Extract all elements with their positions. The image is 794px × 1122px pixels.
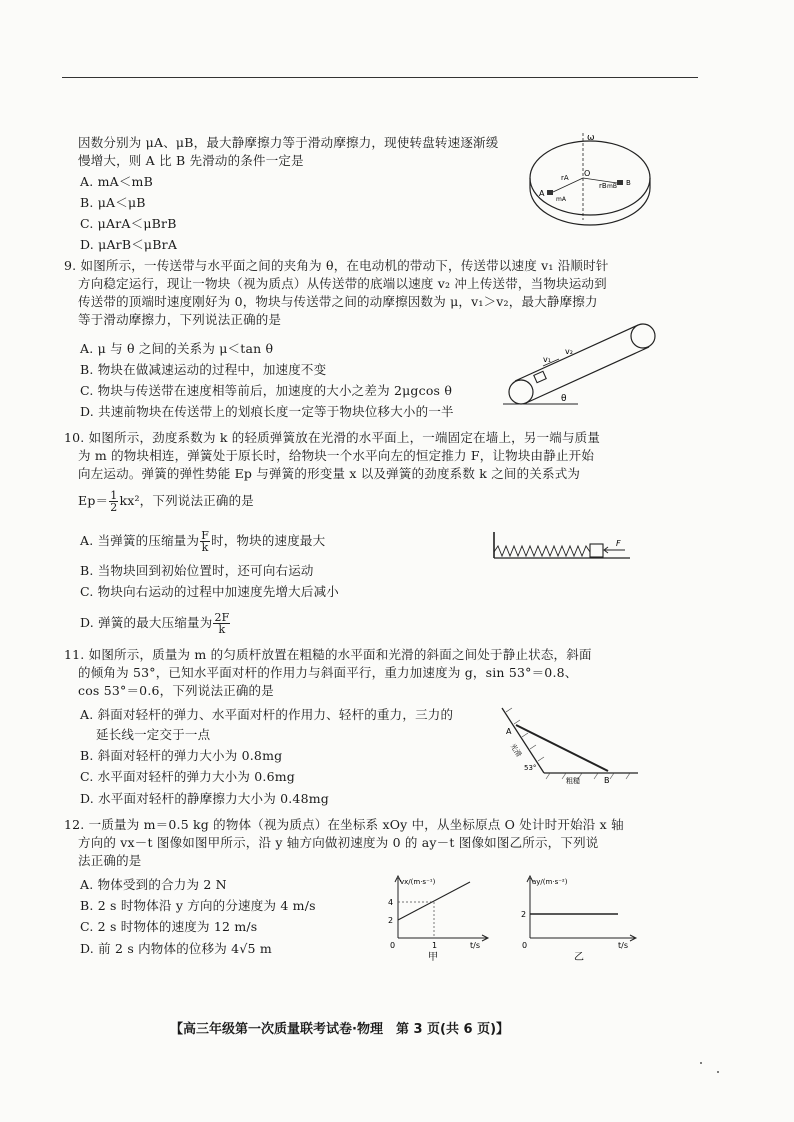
q8-line1: 因数分别为 μA、μB，最大静摩擦力等于滑动摩擦力，现使转盘转速逐渐缓 (78, 135, 499, 150)
f-over-k-fraction: $\frac{F}{k}$ (201, 529, 210, 554)
q9-option-a: A. μ 与 θ 之间的关系为 μ＜tan θ (80, 341, 274, 356)
rough-label: 粗糙 (566, 777, 580, 784)
point-a-label: A (506, 727, 512, 736)
q12-line3: 法正确的是 (78, 853, 142, 868)
jia-tick-x-0: 0 (390, 941, 396, 950)
ma-label: mA (556, 196, 566, 203)
q11-option-b: B. 斜面对轻杆的弹力大小为 0.8mg (80, 748, 283, 763)
q12-option-b: B. 2 s 时物体沿 y 方向的分速度为 4 m/s (80, 898, 316, 913)
q8-option-b: B. μA＜μB (80, 195, 146, 210)
q9-option-d: D. 共速前物块在传送带上的划痕长度一定等于物块位移大小的一半 (80, 404, 454, 419)
q11-line3: cos 53°＝0.6，下列说法正确的是 (78, 683, 274, 698)
yi-caption: 乙 (574, 952, 584, 963)
jia-x-axis-label: t/s (470, 941, 480, 950)
q10-line3: 向左运动。弹簧的弹性势能 Ep 与弹簧的形变量 x 以及弹簧的劲度系数 k 之间的关系式为 (78, 466, 581, 481)
half-fraction: $\frac{1}{2}$ (110, 489, 118, 514)
jia-tick-y-4: 4 (388, 898, 394, 907)
theta-label: θ (561, 394, 567, 404)
q10-line2: 为 m 的物块相连，弹簧处于原长时，给物块一个水平向左的恒定推力 F，让物块由静止开始 (78, 448, 595, 463)
jia-tick-x-1: 1 (432, 941, 438, 950)
header-rule (62, 77, 698, 78)
mb-label: mB (607, 183, 617, 190)
q8-option-d: D. μArB＜μBrA (80, 237, 178, 252)
block-b (617, 180, 623, 185)
yi-tick-x-0: 0 (522, 941, 528, 950)
graph-yi (518, 872, 644, 964)
scan-speck (700, 1062, 702, 1064)
q8-line2: 慢增大，则 A 比 B 先滑动的条件一定是 (78, 153, 304, 168)
rb-label: rB (599, 182, 607, 190)
q12-line1: 12. 一质量为 m＝0.5 kg 的物体（视为质点）在坐标系 xOy 中，从坐标原点 O 处计时开始沿 x 轴 (64, 817, 624, 832)
q11-option-d: D. 水平面对轻杆的静摩擦力大小为 0.48mg (80, 791, 329, 806)
q11-line2: 的倾角为 53°，已知水平面对杆的作用力与斜面平行，重力加速度为 g，sin 53°＝0.8、 (78, 665, 578, 680)
q11-option-a-line1: A. 斜面对轻杆的弹力、水平面对杆的作用力、轻杆的重力，三力的 (80, 707, 454, 722)
conveyor-block (534, 371, 546, 382)
scan-speck (717, 1071, 719, 1073)
q9-line1: 9. 如图所示，一传送带与水平面之间的夹角为 θ，在电动机的带动下，传送带以速度 v₁ 沿顺时针 (64, 258, 609, 273)
q10-line1: 10. 如图所示，劲度系数为 k 的轻质弹簧放在光滑的水平面上，一端固定在墙上，另一端与质量 (64, 430, 601, 445)
v2-label: v₂ (565, 347, 573, 356)
center-o-label: O (584, 169, 591, 178)
q11-line1: 11. 如图所示，质量为 m 的匀质杆放置在粗糙的水平面和光滑的斜面之间处于静止状态，斜面 (64, 647, 592, 662)
q11-option-a-line2: 延长线一定交于一点 (96, 727, 211, 742)
yi-tick-y-2: 2 (521, 910, 527, 919)
spring-figure (490, 528, 635, 562)
page-footer: 【高三年级第一次质量联考试卷·物理 第 3 页(共 6 页)】 (170, 1022, 510, 1037)
q12-option-a: A. 物体受到的合力为 2 N (80, 877, 227, 892)
jia-y-axis-label: vx/(m·s⁻¹) (400, 878, 436, 886)
2f-over-k-fraction: $\frac{2F}{k}$ (214, 611, 230, 636)
q10-option-d: D. 弹簧的最大压缩量为 $\frac{2F}{k}$ (80, 611, 230, 636)
incline-rod-figure (500, 704, 645, 784)
q8-option-a: A. mA＜mB (80, 174, 153, 189)
yi-x-axis-label: t/s (618, 941, 628, 950)
force-f-label: F (616, 539, 621, 548)
q9-line2: 方向稳定运行，现让一物块（视为质点）从传送带的底端以速度 v₂ 冲上传送带，当物块运动到 (78, 276, 607, 291)
jia-tick-y-2: 2 (388, 916, 394, 925)
q10-option-c: C. 物块向右运动的过程中加速度先增大后减小 (80, 584, 339, 599)
q9-line3: 传送带的顶端时速度刚好为 0，物块与传送带之间的动摩擦因数为 μ，v₁＞v₂，最大静摩擦力 (78, 294, 598, 309)
q9-option-c: C. 物块与传送带在速度相等前后，加速度的大小之差为 2μgcos θ (80, 383, 453, 398)
q9-option-b: B. 物块在做减速运动的过程中，加速度不变 (80, 362, 327, 377)
graph-jia (384, 872, 494, 964)
q10-option-b: B. 当物块回到初始位置时，还可向右运动 (80, 563, 314, 578)
b-label: B (626, 179, 631, 187)
v1-label: v₁ (543, 355, 551, 364)
q8-option-c: C. μArA＜μBrB (80, 216, 177, 231)
q9-line4: 等于滑动摩擦力，下列说法正确的是 (78, 312, 282, 327)
spring-block (590, 544, 603, 557)
q12-option-d: D. 前 2 s 内物体的位移为 4√5 m (80, 941, 272, 956)
q12-option-c: C. 2 s 时物体的速度为 12 m/s (80, 919, 258, 934)
omega-label: ω (587, 133, 595, 143)
q12-line2: 方向的 vx－t 图像如图甲所示，沿 y 轴方向做初速度为 0 的 ay－t 图像如图乙所示，下列说 (78, 835, 599, 850)
turntable-figure (525, 128, 655, 228)
block-a (547, 190, 553, 195)
jia-caption: 甲 (428, 952, 438, 963)
yi-y-axis-label: ay/(m·s⁻²) (532, 878, 568, 886)
a-label: A (539, 189, 545, 198)
q11-option-c: C. 水平面对轻杆的弹力大小为 0.6mg (80, 769, 295, 784)
ep-label: Ep＝ (78, 493, 109, 508)
angle-53-label: 53° (524, 764, 537, 772)
q10-ep-formula (78, 490, 254, 513)
smooth-label: 光滑 (508, 742, 523, 759)
point-b-label: B (604, 776, 610, 784)
ep-tail: kx²，下列说法正确的是 (119, 493, 254, 508)
conveyor-figure (503, 318, 663, 408)
ra-label: rA (561, 174, 569, 182)
q10-option-a: A. 当弹簧的压缩量为 $\frac{F}{k}$ 时，物块的速度最大 (80, 529, 326, 554)
